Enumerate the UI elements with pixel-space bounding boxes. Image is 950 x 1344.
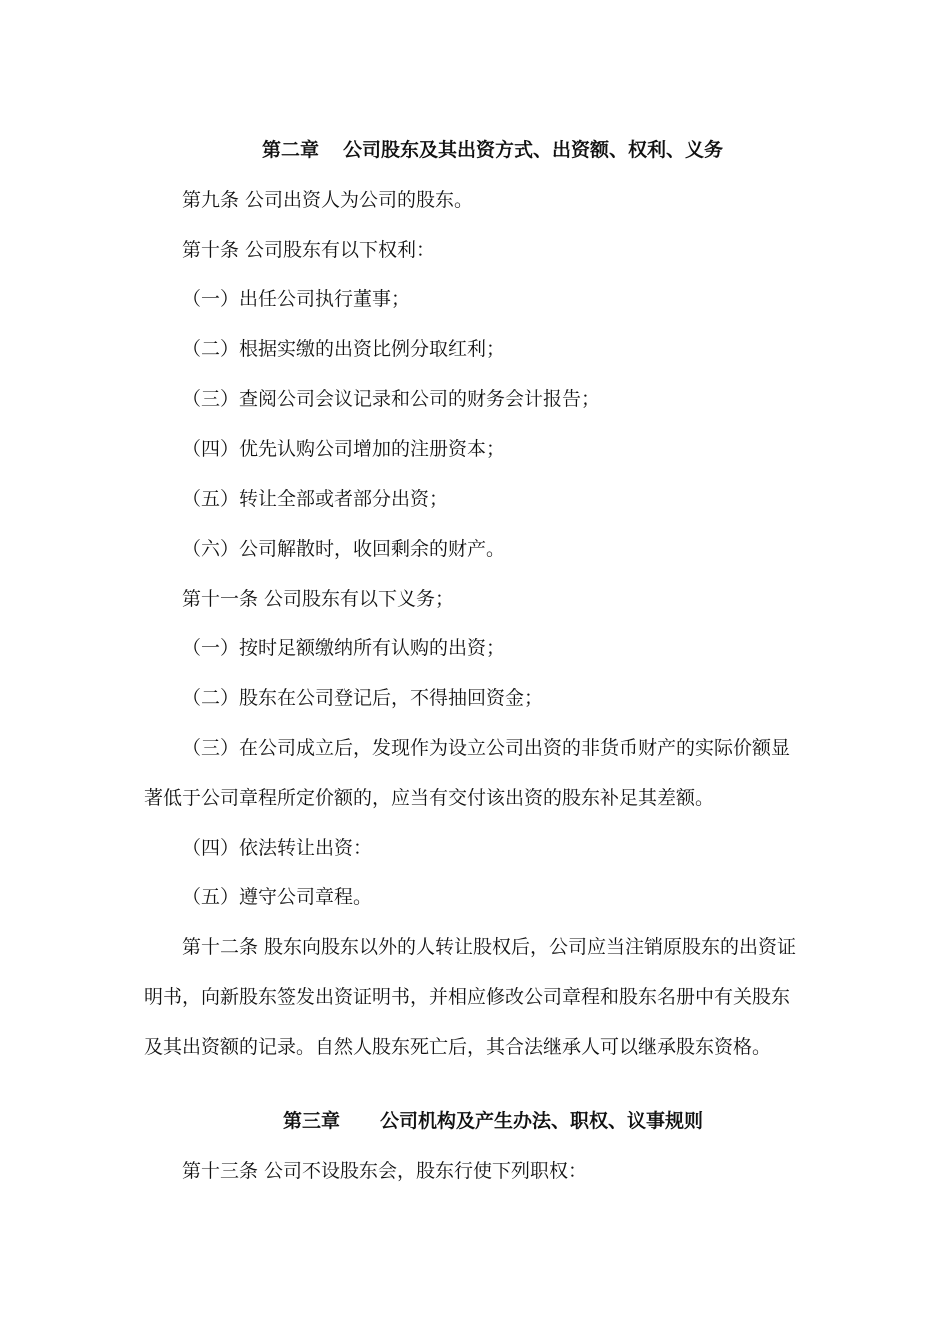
article-11-item-4: （四）依法转让出资： xyxy=(182,837,373,859)
article-10-item-6: （六）公司解散时，收回剩余的财产。 xyxy=(182,538,506,560)
article-12-line-2: 明书，向新股东签发出资证明书，并相应修改公司章程和股东名册中有关股东 xyxy=(144,986,791,1008)
article-11-item-3-line-2: 著低于公司章程所定价额的，应当有交付该出资的股东补足其差额。 xyxy=(144,787,715,809)
chapter-2-heading xyxy=(262,138,723,162)
article-11: 第十一条 公司股东有以下义务； xyxy=(182,588,455,610)
article-12-line-1: 第十二条 股东向股东以外的人转让股权后，公司应当注销原股东的出资证 xyxy=(182,936,797,958)
chapter-3-heading xyxy=(283,1109,703,1133)
chapter-2-title: 公司股东及其出资方式、出资额、权利、义务 xyxy=(343,139,724,161)
chapter-3-title: 公司机构及产生办法、职权、议事规则 xyxy=(380,1110,704,1132)
article-9: 第九条 公司出资人为公司的股东。 xyxy=(182,189,474,211)
article-11-item-1: （一）按时足额缴纳所有认购的出资； xyxy=(182,637,506,659)
article-10: 第十条 公司股东有以下权利： xyxy=(182,239,436,261)
chapter-3-number: 第三章 xyxy=(283,1110,341,1132)
article-10-item-2: （二）根据实缴的出资比例分取红利； xyxy=(182,338,506,360)
article-11-item-2: （二）股东在公司登记后，不得抽回资金； xyxy=(182,687,544,709)
article-12-line-3: 及其出资额的记录。自然人股东死亡后，其合法继承人可以继承股东资格。 xyxy=(144,1036,772,1058)
chapter-2-number: 第二章 xyxy=(262,139,320,161)
article-13: 第十三条 公司不设股东会，股东行使下列职权： xyxy=(182,1160,588,1182)
article-10-item-3: （三）查阅公司会议记录和公司的财务会计报告； xyxy=(182,388,601,410)
article-11-item-5: （五）遵守公司章程。 xyxy=(182,886,373,908)
article-10-item-4: （四）优先认购公司增加的注册资本； xyxy=(182,438,506,460)
article-11-item-3-line-1: （三）在公司成立后，发现作为设立公司出资的非货币财产的实际价额显 xyxy=(182,737,791,759)
article-10-item-1: （一）出任公司执行董事； xyxy=(182,288,411,310)
article-10-item-5: （五）转让全部或者部分出资； xyxy=(182,488,449,510)
